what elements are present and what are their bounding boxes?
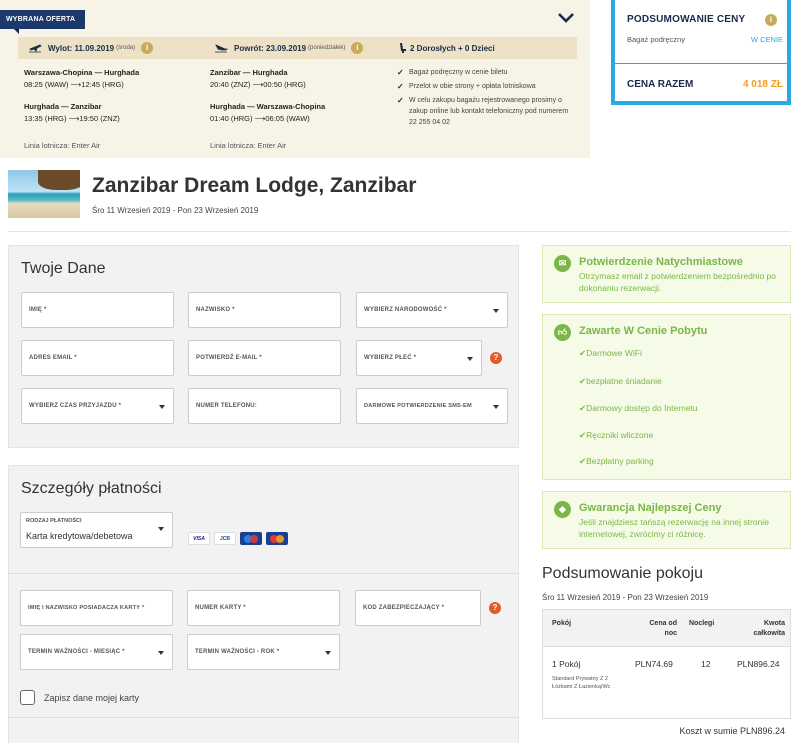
dropdown-caret-icon <box>158 651 164 655</box>
visa-card-icon: VISA <box>188 532 210 545</box>
plane-landing-icon <box>214 43 228 53</box>
your-data-panel <box>8 245 519 448</box>
hotel-thumbnail[interactable] <box>8 170 80 218</box>
cvv-input[interactable]: KOD ZABEZPIECZAJĄCY * <box>355 590 481 626</box>
price-summary-title: PODSUMOWANIE CENY <box>627 14 746 25</box>
first-name-input[interactable]: IMIĘ * <box>21 292 174 328</box>
divider <box>8 231 791 232</box>
jcb-card-icon: JCB <box>214 532 236 545</box>
arrival-time-select[interactable]: WYBIERZ CZAS PRZYJAZDU * <box>21 388 174 424</box>
included-item: ✔ Darmowe WiFi <box>579 348 642 359</box>
total-price: 4 018 ZŁ <box>742 79 783 90</box>
baggage-row: Bagaż podręczny W CENIE <box>627 35 783 44</box>
badge-tail <box>14 29 19 34</box>
dropdown-caret-icon <box>493 309 499 313</box>
passengers: 2 Dorosłych + 0 Dzieci <box>398 37 495 59</box>
room-description: Standard Prywatny Z 2 Łóżkami Z Łazienką/Wc <box>552 676 611 690</box>
plane-takeoff-icon <box>28 43 42 53</box>
segment-1: Warszawa-Chopina — Hurghada 08:25 (WAW) ⟶12:45 (HRG) <box>24 68 140 89</box>
included-box: 👍︎ Zawarte W Cenie Pobytu ✔ Darmowe WiFi ✔ bezpłatne śniadanie ✔ Darmowy dostęp do Internetu ✔ Ręczniki wliczone ✔ Bezpłatny parking <box>542 314 791 480</box>
offer-inclusions <box>397 67 577 131</box>
dropdown-caret-icon <box>467 357 473 361</box>
expiry-month-select[interactable]: TERMIN WAŻNOŚCI - MIESIĄC * <box>20 634 173 670</box>
info-icon[interactable]: i <box>351 42 363 54</box>
card-holder-input[interactable]: IMIĘ I NAZWISKO POSIADACZA KARTY * <box>20 590 173 626</box>
divider <box>8 573 519 574</box>
gender-select[interactable]: WYBIERZ PŁEĆ * <box>356 340 482 376</box>
email-confirm-input[interactable]: POTWIERDŹ E-MAIL * <box>188 340 341 376</box>
room-summary-table <box>542 609 791 719</box>
save-card-checkbox[interactable] <box>20 690 35 705</box>
help-icon[interactable]: ? <box>489 602 501 614</box>
payment-title: Szczegóły płatności <box>21 480 162 497</box>
included-item: ✔ Ręczniki wliczone <box>579 430 653 441</box>
thumbs-up-icon: 👍︎ <box>554 324 571 341</box>
room-summary-dates: Śro 11 Wrzesień 2019 - Pon 23 Wrzesień 2019 <box>542 593 709 602</box>
dropdown-caret-icon <box>158 527 164 531</box>
room-summary-title: Podsumowanie pokoju <box>542 565 703 582</box>
inclusion-item: ✓ Bagaż podręczny w cenie biletu <box>397 67 577 78</box>
included-item: ✔ Darmowy dostęp do Internetu <box>579 403 698 414</box>
airline-outbound: Linia lotnicza: Enter Air <box>24 141 101 150</box>
divider <box>615 63 787 64</box>
included-item: ✔ bezpłatne śniadanie <box>579 376 662 387</box>
room-nights: 12 <box>701 659 711 669</box>
price-summary-box <box>611 0 791 105</box>
inclusion-item: ✓ W celu zakupu bagażu rejestrowanego prosimy o zakup online lub kontakt telefoniczny pod numerem 22 255 04 02 <box>397 95 577 128</box>
accepted-cards <box>188 532 288 545</box>
selected-offer-badge: WYBRANA OFERTA <box>0 10 85 29</box>
info-icon[interactable]: i <box>765 14 777 26</box>
save-card-label: Zapisz dane mojej karty <box>44 693 140 703</box>
sms-confirmation-select[interactable]: DARMOWE POTWIERDZENIE SMS-EM <box>356 388 508 424</box>
segment-3: Zanzibar — Hurghada 20:40 (ZNZ) ⟶00:50 (HRG) <box>210 68 306 89</box>
room-name: 1 Pokój <box>552 659 581 669</box>
total-row: CENA RAZEM 4 018 ZŁ <box>627 79 783 90</box>
seat-icon <box>398 43 407 53</box>
maestro-card-icon <box>240 532 262 545</box>
dropdown-caret-icon <box>493 405 499 409</box>
last-name-input[interactable]: NAZWISKO * <box>188 292 341 328</box>
dropdown-caret-icon <box>325 651 331 655</box>
flight-summary-bar <box>18 37 577 59</box>
phone-input[interactable]: NUMER TELEFONU: <box>188 388 341 424</box>
room-amount: PLN896.24 <box>737 659 780 669</box>
dropdown-caret-icon <box>159 405 165 409</box>
nationality-select[interactable]: WYBIERZ NARODOWOŚĆ * <box>356 292 508 328</box>
tag-icon: ◆ <box>554 501 571 518</box>
inclusion-item: ✓ Przelot w obie strony + opłata lotniskowa <box>397 81 577 92</box>
return-date: Powrót: 23.09.2019 (poniedziałek) i <box>214 37 363 59</box>
info-icon[interactable]: i <box>141 42 153 54</box>
card-number-input[interactable]: NUMER KARTY * <box>187 590 340 626</box>
your-data-title: Twoje Dane <box>21 260 106 277</box>
instant-confirmation-box: ✉ Potwierdzenie Natychmiastowe Otrzymasz email z potwierdzeniem bezpośrednio po dokonaniu rezerwacji. <box>542 245 791 303</box>
mastercard-icon <box>266 532 288 545</box>
segment-4: Hurghada — Warszawa-Chopina 01:40 (HRG) ⟶06:05 (WAW) <box>210 102 326 123</box>
airline-return: Linia lotnicza: Enter Air <box>210 141 287 150</box>
divider <box>8 717 519 718</box>
payment-type-select[interactable]: RODZAJ PŁATNOŚCI Karta kredytowa/debetowa <box>20 512 173 548</box>
included-item: ✔ Bezpłatny parking <box>579 456 654 467</box>
stay-dates: Śro 11 Wrzesień 2019 - Pon 23 Wrzesień 2019 <box>92 206 259 215</box>
email-input[interactable]: ADRES EMAIL * <box>21 340 174 376</box>
help-icon[interactable]: ? <box>490 352 502 364</box>
envelope-icon: ✉ <box>554 255 571 272</box>
table-header: Pokój Cena od noc Noclegi Kwota całkowita <box>543 610 790 647</box>
hotel-name: Zanzibar Dream Lodge, Zanzibar <box>92 174 417 197</box>
selected-offer-panel <box>0 0 590 158</box>
segment-2: Hurghada — Zanzibar 13:35 (HRG) ⟶19:50 (ZNZ) <box>24 102 120 123</box>
room-total: Koszt w sumie PLN896.24 <box>679 726 785 736</box>
best-price-box: ◆ Gwarancja Najlepszej Ceny Jeśli znajdziesz tańszą rezerwację na innej stronie internetowej, zwrócimy ci różnicę. <box>542 491 791 549</box>
collapse-chevron-icon[interactable] <box>557 11 575 25</box>
outbound-date: Wylot: 11.09.2019 (środa) i <box>28 37 153 59</box>
expiry-year-select[interactable]: TERMIN WAŻNOŚCI - ROK * <box>187 634 340 670</box>
room-price: PLN74.69 <box>635 659 673 669</box>
